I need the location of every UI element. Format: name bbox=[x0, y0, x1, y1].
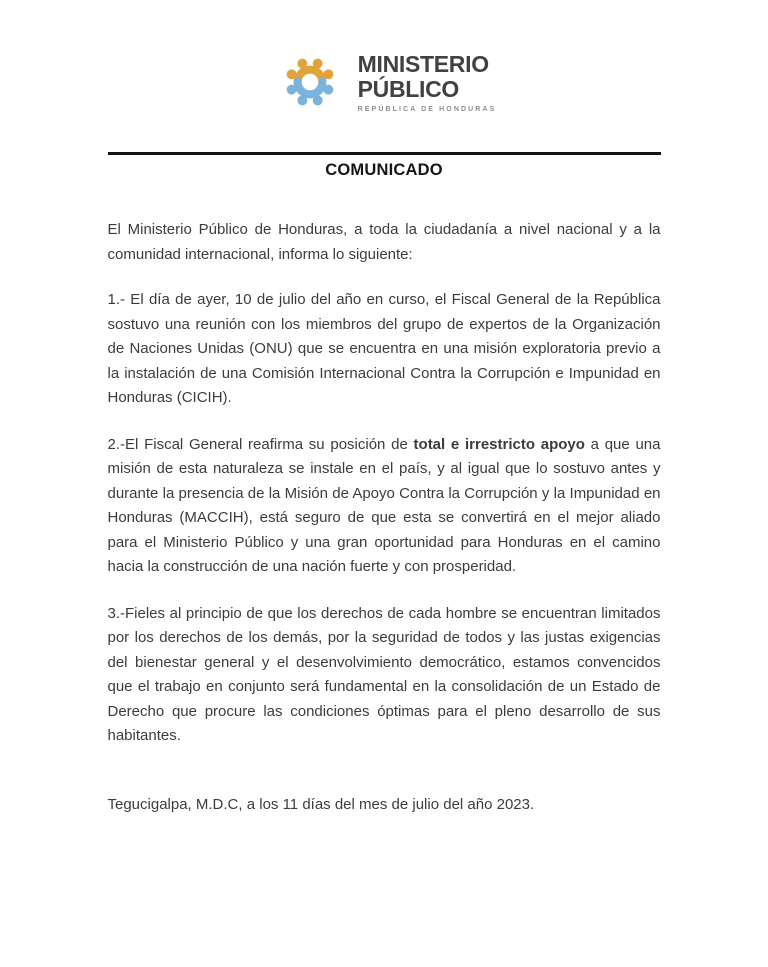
paragraph-3: 3.-Fieles al principio de que los derechos de cada hombre se encuentran limitados por los derechos de los demás, por la seguridad de todos y las justas exigencias del bienestar general y el desenvolvimiento democrático, estamos convencidos que el trabajo en conjunto será fundamental en la consolidación de un Estado de Derecho que procure las condiciones óptimas para el pleno desarrollo de sus habitantes. bbox=[107, 604, 661, 744]
paragraph-2-before: 2.-El Fiscal General reafirma su posición de bbox=[107, 435, 414, 453]
intro-paragraph: El Ministerio Público de Honduras, a toda la ciudadanía a nivel nacional y a la comunidad internacional, informa lo siguiente: bbox=[107, 221, 661, 263]
dateline: Tegucigalpa, M.D.C, a los 11 días del mes de julio del año 2023. bbox=[107, 795, 535, 813]
logo-subtitle: REPÚBLICA DE HONDURAS bbox=[357, 105, 497, 113]
paragraph-2 bbox=[108, 433, 661, 580]
paragraph-2-bold: total e irrestricto apoyo bbox=[413, 435, 585, 453]
title-divider-rule bbox=[108, 152, 661, 155]
logo bbox=[0, 0, 768, 120]
logo-title-line2: PÚBLICO bbox=[357, 75, 460, 102]
emblem-top-figures bbox=[285, 57, 335, 82]
emblem-bottom-figures bbox=[285, 82, 335, 107]
logo-title-line1: MINISTERIO bbox=[357, 50, 489, 77]
ministerio-publico-emblem-icon bbox=[272, 44, 348, 120]
document-body bbox=[108, 218, 661, 817]
logo-text bbox=[358, 52, 497, 113]
paragraph-2-after: a que una misión de esta naturaleza se instale en el país, y al igual que lo sostuvo antes y durante la presencia de la Misión de Apoyo Contra la Corrupción y la Impunidad en Honduras (MACCIH), está seguro de que esta se convertirá en el mejor aliado para el Ministerio Público y una gran oportunidad para Honduras en el camino hacia la construcción de una nación fuerte y con prosperidad. bbox=[107, 435, 661, 575]
paragraph-1: 1.- El día de ayer, 10 de julio del año en curso, el Fiscal General de la República sostuvo una reunión con los miembros del grupo de expertos de la Organización de Naciones Unidas (ONU) que se encuentra en una misión exploratoria previo a la instalación de una Comisión Internacional Contra la Corrupción e Impunidad en Honduras (CICIH). bbox=[107, 291, 661, 406]
page-title: COMUNICADO bbox=[325, 161, 443, 179]
